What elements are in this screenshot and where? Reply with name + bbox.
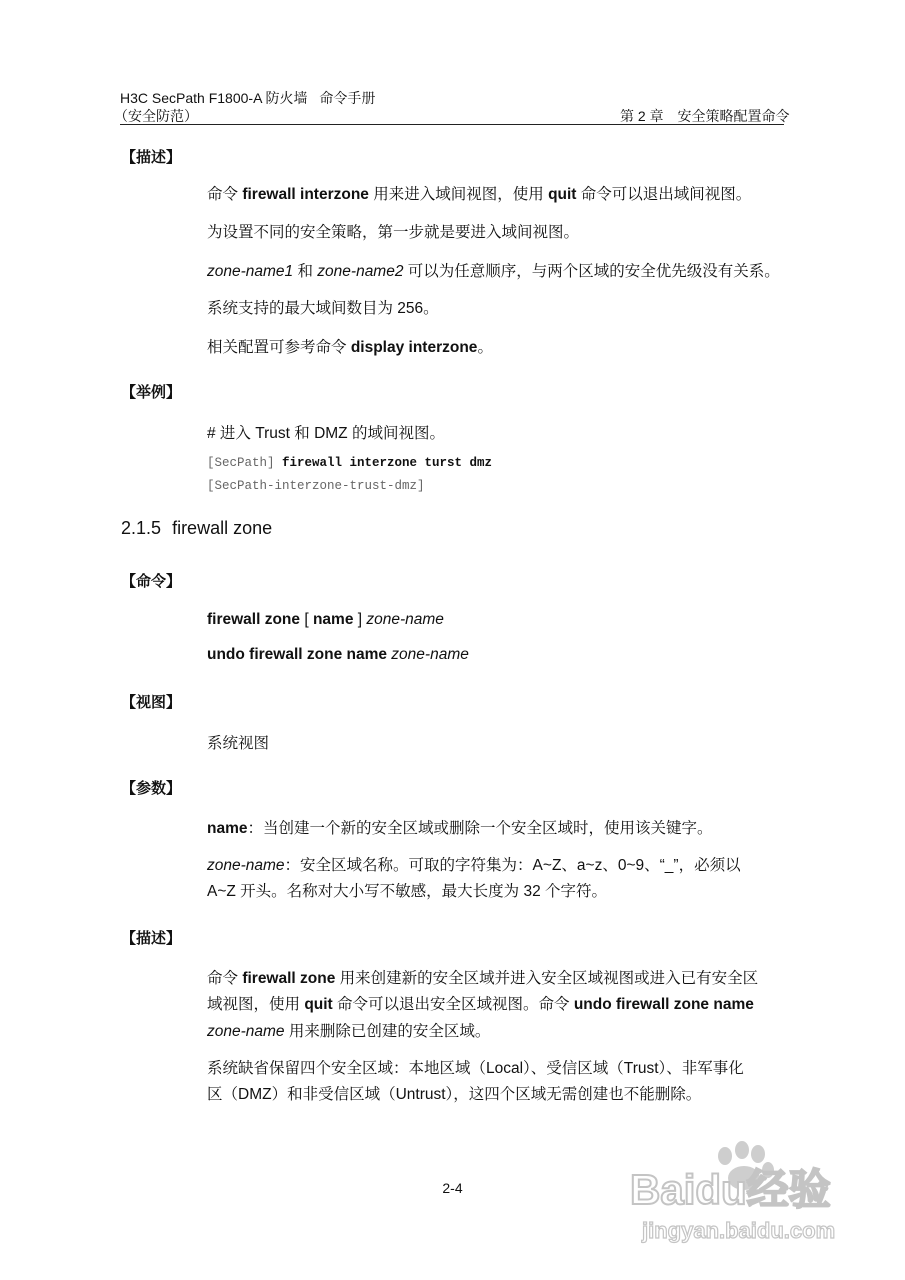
example-line2: [SecPath-interzone-trust-dmz] xyxy=(207,479,425,493)
param-zone-name-key: zone-name xyxy=(207,857,285,874)
header-chapter-title: 安全策略配置命令 xyxy=(677,108,790,124)
cmd-firewall-interzone: firewall interzone xyxy=(242,186,369,203)
section-number: 2.1.5 xyxy=(121,518,162,538)
watermark-logo: Baidu经验 xyxy=(630,1166,831,1213)
command-heading: 【命令】 xyxy=(121,573,182,590)
example-command: firewall interzone turst dmz xyxy=(282,456,493,470)
header-product-cn: 防火墙 xyxy=(265,90,308,106)
header-product: H3C SecPath F1800-A xyxy=(120,90,262,106)
desc1-heading: 【描述】 xyxy=(121,149,182,166)
desc1-p2: 为设置不同的安全策略，第一步就是要进入域间视图。 xyxy=(207,224,580,241)
param-name-key: name xyxy=(207,820,248,837)
header-rule xyxy=(120,124,784,125)
command-line2: undo firewall zone name zone-name xyxy=(207,646,469,663)
section-title: firewall zone xyxy=(172,518,273,538)
watermark-url: jingyan.baidu.com xyxy=(642,1218,836,1243)
desc2-p2-line2: 区（DMZ）和非受信区域（Untrust），这四个区域无需创建也不能删除。 xyxy=(207,1086,702,1103)
page-number: 2-4 xyxy=(442,1180,463,1196)
example-line1: [SecPath] firewall interzone turst dmz xyxy=(207,456,493,470)
desc2-p1-line3: zone-name 用来删除已创建的安全区域。 xyxy=(207,1023,491,1040)
example-heading: 【举例】 xyxy=(121,384,182,401)
view-text: 系统视图 xyxy=(207,735,270,752)
cmd-quit: quit xyxy=(548,186,577,203)
cmd-display-interzone: display interzone xyxy=(350,339,478,356)
params-p2: zone-name：安全区域名称。可取的字符集为：A~Z、a~z、0~9、“_”，必须以 xyxy=(207,857,741,874)
desc2-p1-line2: 域视图，使用 quit 命令可以退出安全区域视图。命令 undo firewall zone name xyxy=(207,996,754,1013)
desc2-p2-line1: 系统缺省保留四个安全区域：本地区域（Local）、受信区域（Trust）、非军事化 xyxy=(207,1060,744,1077)
example-comment: # 进入 Trust 和 DMZ 的域间视图。 xyxy=(207,425,445,442)
header-chapter-number: 第 2 章 xyxy=(620,108,664,124)
view-heading: 【视图】 xyxy=(121,694,182,711)
params-heading: 【参数】 xyxy=(121,780,182,797)
desc1-p4: 系统支持的最大域间数目为 256。 xyxy=(207,300,439,317)
desc1-p5: 相关配置可参考命令 display interzone。 xyxy=(207,339,493,356)
header-volume: （安全防范） xyxy=(114,108,198,124)
desc1-p3: zone-name1 和 zone-name2 可以为任意顺序，与两个区域的安全优先级没有关系。 xyxy=(207,263,780,280)
header-chapter xyxy=(620,106,789,126)
section-heading xyxy=(121,518,272,539)
desc1-p1: 命令 firewall interzone 用来进入域间视图，使用 quit 命令可以退出域间视图。 xyxy=(207,186,752,203)
header-title xyxy=(120,88,375,108)
params-p2-line2: A~Z 开头。名称对大小写不敏感，最大长度为 32 个字符。 xyxy=(207,883,608,900)
params-p1: name：当创建一个新的安全区域或删除一个安全区域时，使用该关键字。 xyxy=(207,820,713,837)
desc2-p1-line1: 命令 firewall zone 用来创建新的安全区域并进入安全区域视图或进入已有安全区 xyxy=(207,970,759,987)
header-manual: 命令手册 xyxy=(319,90,376,106)
desc2-heading: 【描述】 xyxy=(121,930,182,947)
command-line1: firewall zone [ name ] zone-name xyxy=(207,611,444,628)
baidu-watermark xyxy=(610,1140,890,1270)
